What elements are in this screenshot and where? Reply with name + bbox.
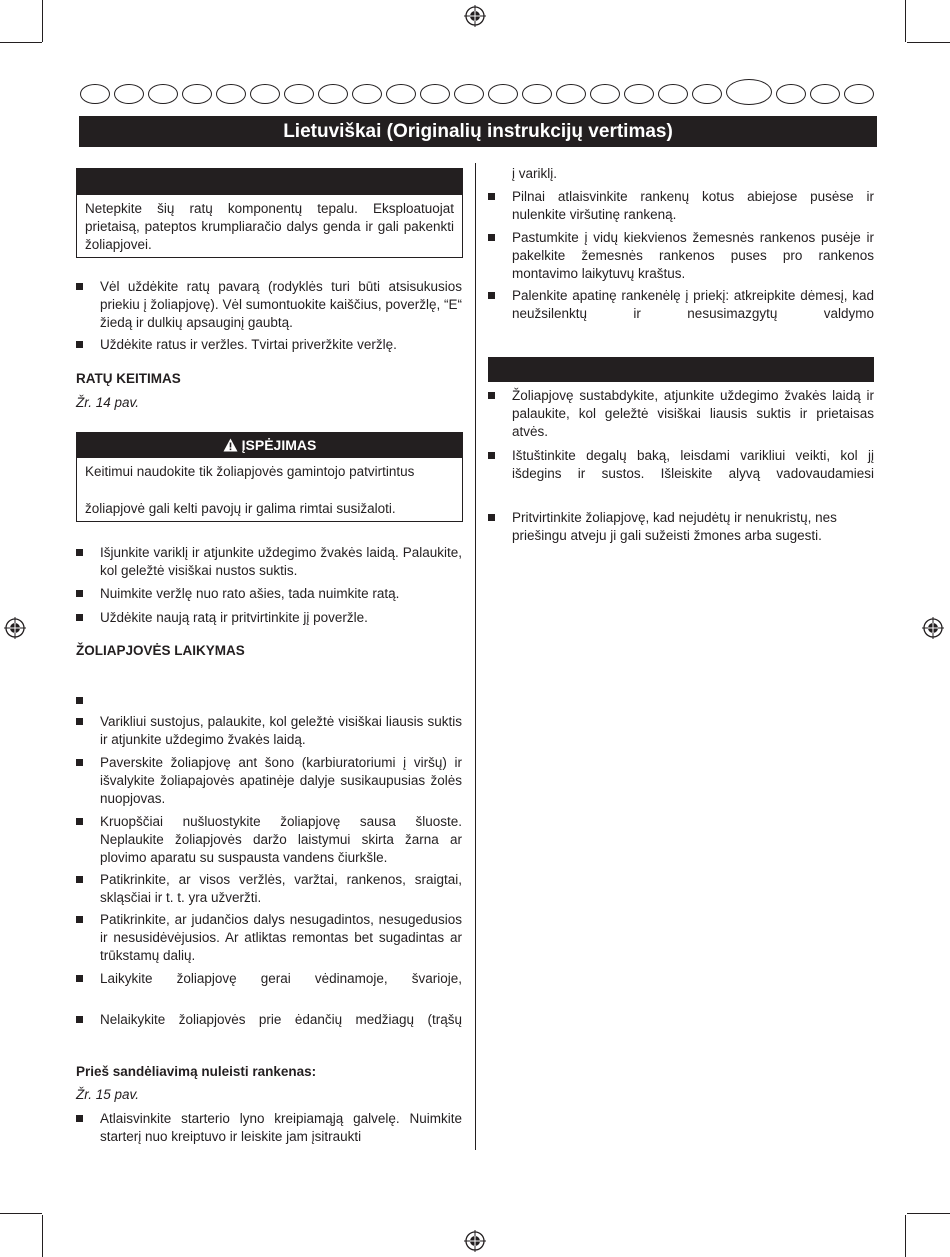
list-item-text: Kruopščiai nušluostykite žoliapjovę sausa šluoste. Neplaukite žoliapjovės daržo laistymui skirta žarna ar plovimo aparatu su suspausta vandens čiurkšle. [100,814,462,865]
list-item-text: Patikrinkite, ar judančios dalys nesugadintos, nesugedusios ir nesusidėvėjusios. Ar atliktas remontas bet sugadintas ar trūkstamų dalių. [100,912,462,963]
section-heading: RATŲ KEITIMAS [76,371,181,386]
bullet-icon [488,392,495,399]
list-item-text: Vėl uždėkite ratų pavarą (rodyklės turi būti atsisukusios priekiu į žoliapjovę). Vėl sumontuokite kaiščius, poveržlę, “E“ žiedą ir dulkių apsauginį gaubtą. [100,279,462,330]
language-tab-active[interactable] [726,79,772,105]
list-item [488,229,874,283]
registration-mark-icon [922,617,944,639]
list-item [488,447,874,483]
list-item [76,1011,462,1029]
language-tab[interactable] [776,84,806,104]
list-item [488,188,874,224]
registration-mark-icon [464,5,486,27]
bullet-icon [76,1016,83,1023]
language-tab[interactable] [522,84,552,104]
bullet-icon [76,818,83,825]
language-tab[interactable] [488,84,518,104]
list-item [76,813,462,867]
note-box-header [77,169,462,195]
bullet-icon [76,718,83,725]
registration-mark-icon [464,1230,486,1252]
bullet-icon [488,514,495,521]
list-item [76,713,462,749]
bullet-icon [76,975,83,982]
language-tab[interactable] [590,84,620,104]
list-item [76,336,462,354]
list-item [76,585,462,603]
bullet-icon [76,916,83,923]
crop-mark [42,1215,43,1257]
warning-box-header [77,433,462,458]
language-tab[interactable] [556,84,586,104]
registration-mark-icon [4,617,26,639]
list-item-text: Atlaisvinkite starterio lyno kreipiamąją galvelę. Nuimkite starterį nuo kreiptuvo ir leiskite jam įsitraukti [100,1111,462,1144]
list-item [76,871,462,907]
warning-box-line: žoliapjovė gali kelti pavojų ir galima rimtai susižaloti. [85,501,396,516]
list-item [488,287,874,323]
language-tab[interactable] [80,84,110,104]
list-item-text: Pritvirtinkite žoliapjovę, kad nejudėtų ir nenukristų, nes priešingu atveju ji gali sužeisti žmones arba sugesti. [512,510,837,543]
column-divider [475,163,476,1150]
language-tab[interactable] [114,84,144,104]
list-item [76,970,462,988]
language-tab[interactable] [420,84,450,104]
bullet-icon [76,759,83,766]
list-item-text: Pilnai atlaisvinkite rankenų kotus abiejose pusėse ir nulenkite viršutinę rankeną. [512,189,874,222]
list-item [76,754,462,808]
crop-mark [42,0,43,42]
language-tab[interactable] [624,84,654,104]
bullet-icon [488,292,495,299]
continuation-text: į variklį. [512,166,558,181]
bullet-icon [76,614,83,621]
crop-mark [0,1213,42,1214]
list-item [488,387,874,441]
language-tab[interactable] [386,84,416,104]
language-tab[interactable] [454,84,484,104]
bullet-icon [76,341,83,348]
list-item [76,609,462,627]
list-item [76,544,462,580]
bullet-icon [76,876,83,883]
bullet-icon [76,697,83,704]
page-title: Lietuviškai (Originalių instrukcijų vertimas) [79,116,877,147]
language-tab[interactable] [844,84,874,104]
list-item [76,1110,462,1146]
bullet-icon [488,193,495,200]
crop-mark [905,1215,906,1257]
list-item [76,692,462,710]
figure-reference: Žr. 14 pav. [76,395,140,410]
language-tab[interactable] [182,84,212,104]
warning-box-title: ĮSPĖJIMAS [241,437,317,453]
language-tab[interactable] [284,84,314,104]
list-item-text: Patikrinkite, ar visos veržlės, varžtai, rankenos, sraigtai, skląsčiai ir t. t. yra užveržti. [100,872,462,905]
language-tab[interactable] [318,84,348,104]
list-item-text: Varikliui sustojus, palaukite, kol geležtė visiškai liausis suktis ir atjunkite uždegimo žvakės laidą. [100,714,462,747]
figure-reference: Žr. 15 pav. [76,1087,140,1102]
list-item-text: Pastumkite į vidų kiekvienos žemesnės rankenos pusėje ir pakelkite žemesnės rankenos puses pro rankenos montavimo laikytuvų kraštus. [512,230,874,281]
list-item-text: Laikykite žoliapjovę gerai vėdinamoje, švarioje, [100,971,462,986]
language-tab[interactable] [810,84,840,104]
language-tab[interactable] [692,84,722,104]
bullet-icon [76,283,83,290]
warning-triangle-icon [223,438,238,452]
list-item-text: Uždėkite ratus ir veržles. Tvirtai priveržkite veržlę. [100,337,397,352]
list-item-text: Palenkite apatinę rankenėlę į priekį: atkreipkite dėmesį, kad neužsilenktų ir nesusimazgytų valdymo [512,288,874,321]
list-item-text: Išjunkite variklį ir atjunkite uždegimo žvakės laidą. Palaukite, kol geležtė visiškai nustos suktis. [100,545,462,578]
section-header-bar [488,357,874,382]
language-tab[interactable] [352,84,382,104]
list-item [488,509,874,545]
bullet-icon [488,234,495,241]
crop-mark [907,42,950,43]
list-item-text: Uždėkite naują ratą ir pritvirtinkite jį poveržle. [100,610,368,625]
section-heading: Prieš sandėliavimą nuleisti rankenas: [76,1064,317,1079]
warning-box [76,432,463,522]
list-item [76,911,462,965]
bullet-icon [76,1115,83,1122]
note-box [76,168,463,258]
list-item-text: Nelaikykite žoliapjovės prie ėdančių medžiagų (trąšų [100,1012,462,1027]
language-tab[interactable] [216,84,246,104]
bullet-icon [76,549,83,556]
crop-mark [907,1213,950,1214]
bullet-icon [76,590,83,597]
warning-box-line: Keitimui naudokite tik žoliapjovės gamintojo patvirtintus [85,464,415,479]
list-item-text: Žoliapjovę sustabdykite, atjunkite uždegimo žvakės laidą ir palaukite, kol geležtė visiškai liausis suktis ir prietaisas atvės. [512,388,874,439]
language-tab[interactable] [148,84,178,104]
section-heading: ŽOLIAPJOVĖS LAIKYMAS [76,643,245,658]
language-tab[interactable] [250,84,280,104]
list-item-text: Ištuštinkite degalų baką, leisdami varikliui veikti, kol jį išdegins ir sustos. Išleiskite alyvą vadovaudamiesi [512,448,874,481]
list-item-text: Paverskite žoliapjovę ant šono (karbiuratoriumi į viršų) ir išvalykite žoliapajovės apatinėje dalyje susikaupusias žolės nuopjovas. [100,755,462,806]
note-box-text: Netepkite šių ratų komponentų tepalu. Eksploatuojat prietaisą, pateptos krumpliaračio dalys genda ir gali pakenkti žoliapjovei. [85,201,454,252]
language-tab[interactable] [658,84,688,104]
crop-mark [0,42,42,43]
bullet-icon [488,452,495,459]
crop-mark [905,0,906,42]
list-item-text: Nuimkite veržlę nuo rato ašies, tada nuimkite ratą. [100,586,400,601]
list-item [76,278,462,332]
